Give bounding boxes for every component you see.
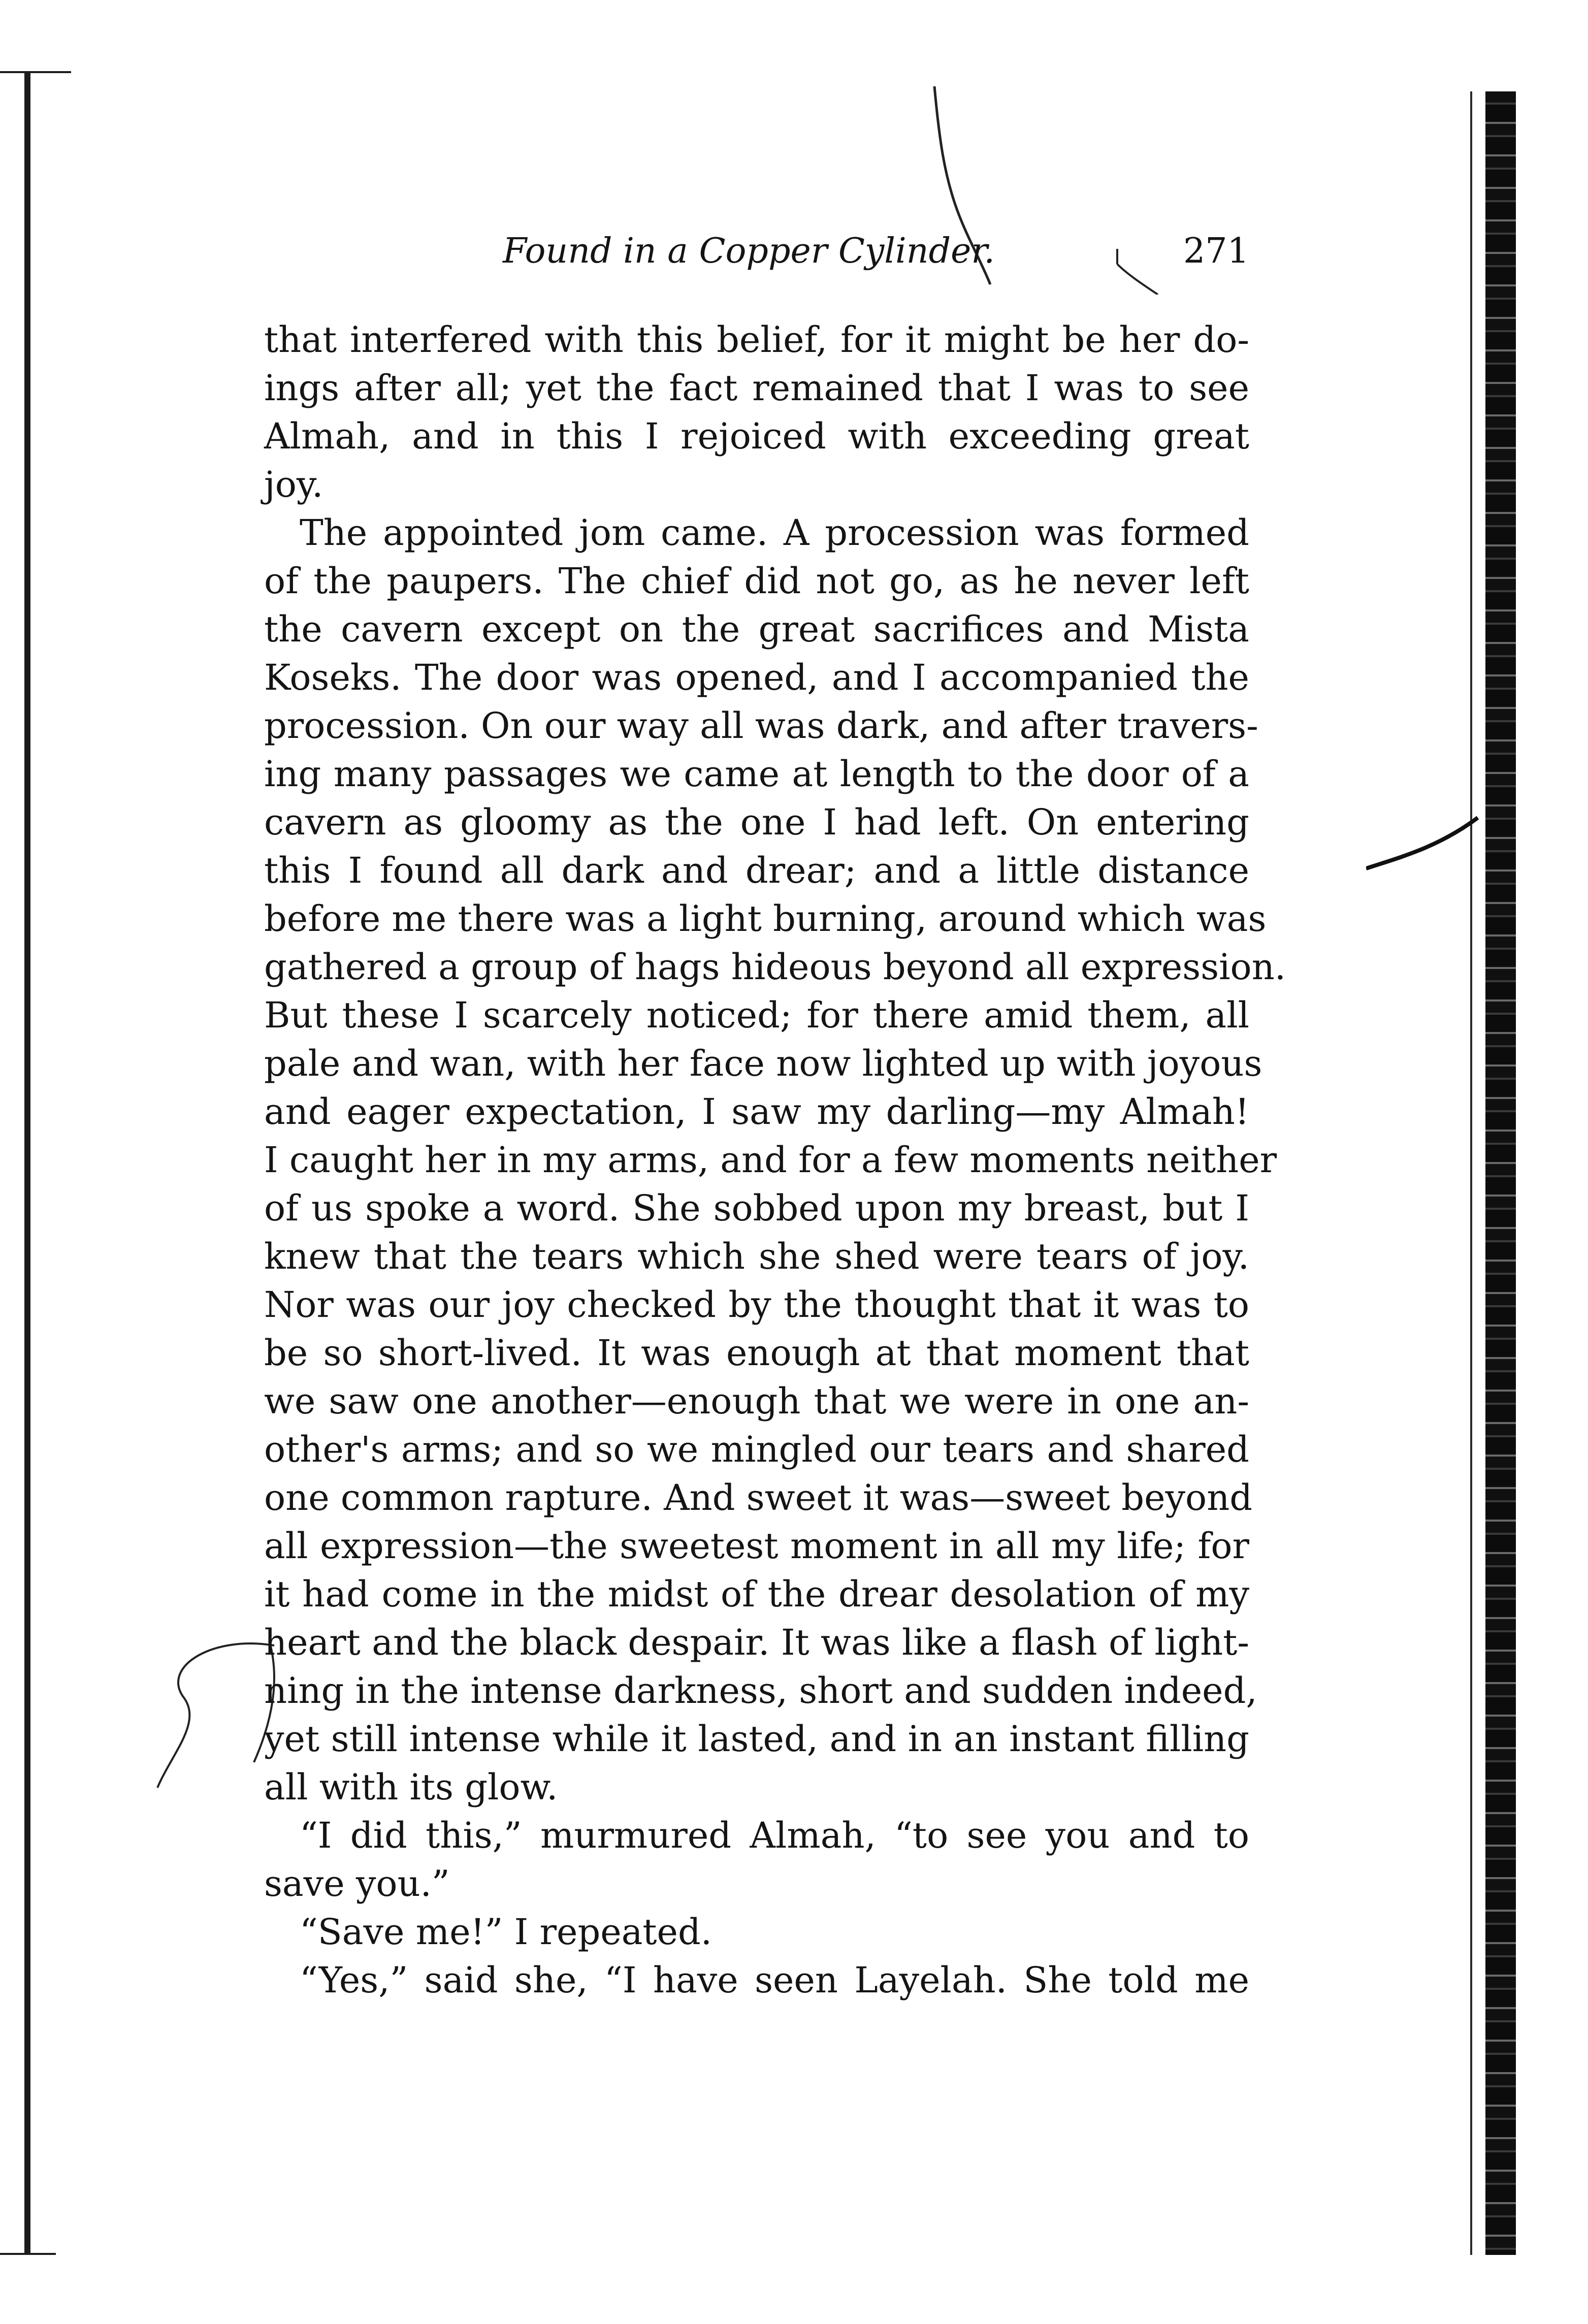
text-line: procession. On our way all was dark, and after travers- (264, 705, 1258, 747)
text-line: yet still intense while it lasted, and in an instant filling (264, 1718, 1249, 1760)
text-line: I caught her in my arms, and for a few moments neither (264, 1139, 1277, 1181)
body-text (264, 316, 1286, 2005)
text-line: pale and wan, with her face now lighted up with joyous (264, 1043, 1262, 1084)
text-line: before me there was a light burning, around which was (264, 898, 1267, 940)
text-line: it had come in the midst of the drear desolation of my (264, 1573, 1249, 1615)
text-line: one common rapture. And sweet it was—sweet beyond (264, 1477, 1253, 1519)
text-line: we saw one another—enough that we were in one an- (264, 1380, 1249, 1422)
text-line: of the paupers. The chief did not go, as he never left (264, 560, 1249, 602)
text-line: gathered a group of hags hideous beyond all expression. (264, 946, 1286, 988)
text-line: save you.” (264, 1863, 450, 1905)
text-line: cavern as gloomy as the one I had left. On entering (264, 801, 1249, 843)
text-line: joy. (264, 464, 323, 505)
text-line: Koseks. The door was opened, and I accompanied the (264, 657, 1249, 698)
running-head: Found in a Copper Cylinder. (503, 231, 995, 271)
text-line: this I found all dark and drear; and a little distance (264, 850, 1249, 891)
text-line: all with its glow. (264, 1766, 558, 1808)
text-line: “Yes,” said she, “I have seen Layelah. She told me (300, 1959, 1249, 2001)
text-line: other's arms; and so we mingled our tears and shared (264, 1429, 1249, 1470)
text-line: of us spoke a word. She sobbed upon my breast, but I (264, 1187, 1249, 1229)
page-number: 271 (1183, 231, 1249, 271)
text-line: Nor was our joy checked by the thought that it was to (264, 1284, 1249, 1326)
text-line: the cavern except on the great sacrifices and Mista (264, 608, 1249, 650)
text-line: ning in the intense darkness, short and sudden indeed, (264, 1670, 1257, 1712)
ink-stroke-right (1366, 813, 1488, 874)
text-line: The appointed jom came. A procession was formed (300, 512, 1249, 554)
text-line: all expression—the sweetest moment in all my life; for (264, 1525, 1249, 1567)
text-line: “Save me!” I repeated. (300, 1911, 712, 1953)
scan-edge-strip (1485, 91, 1516, 2255)
text-line: knew that the tears which she shed were tears of joy. (264, 1236, 1249, 1277)
binding-rule-top (0, 71, 71, 73)
page-header (264, 231, 1280, 282)
text-line: that interfered with this belief, for it might be her do- (264, 319, 1249, 361)
text-line: ings after all; yet the fact remained that I was to see (264, 367, 1249, 409)
text-line: ing many passages we came at length to the door of a (264, 753, 1249, 795)
text-line: Almah, and in this I rejoiced with exceeding great (264, 415, 1249, 457)
text-line: “I did this,” murmured Almah, “to see you and to (300, 1815, 1249, 1856)
text-line: and eager expectation, I saw my darling—my Almah! (264, 1091, 1249, 1133)
binding-rule-bottom (0, 2253, 56, 2255)
text-line: be so short-lived. It was enough at that moment that (264, 1332, 1249, 1374)
text-line: heart and the black despair. It was like a flash of light- (264, 1622, 1249, 1663)
binding-rule (24, 71, 30, 2255)
scan-edge-line (1470, 91, 1472, 2255)
text-line: But these I scarcely noticed; for there amid them, all (264, 994, 1249, 1036)
